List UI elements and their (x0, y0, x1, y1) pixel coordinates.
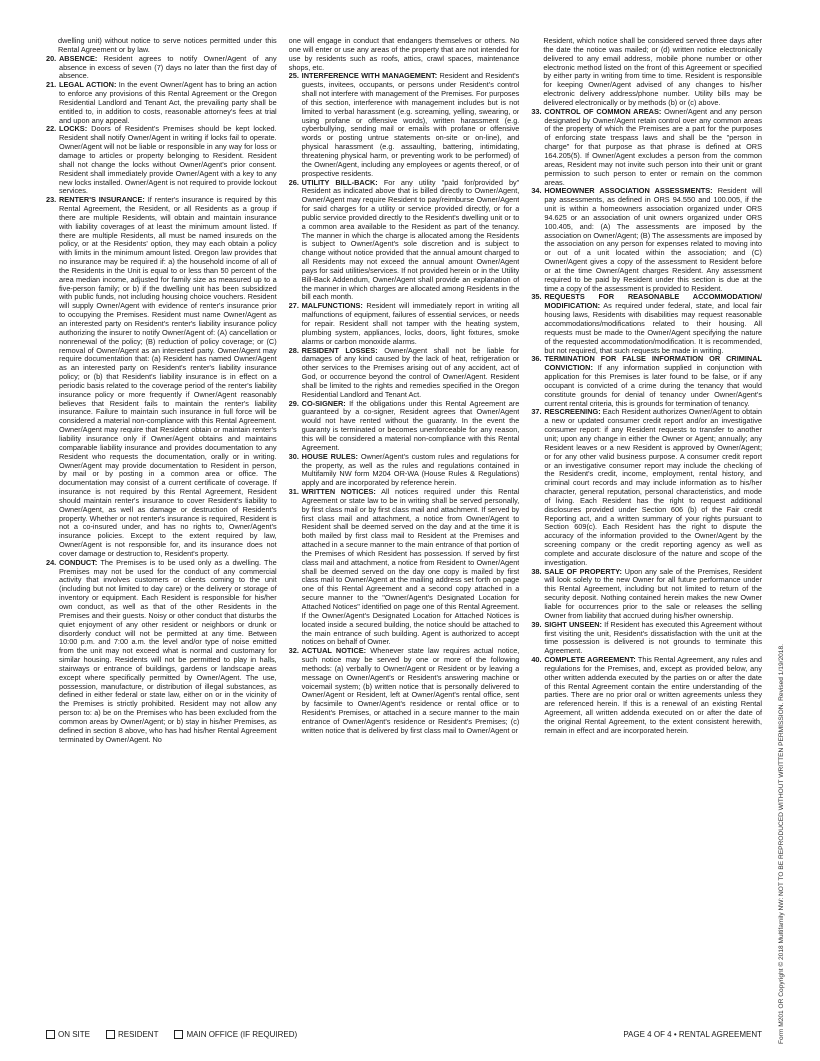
section-heading: CONDUCT: (59, 557, 98, 567)
section-40 (531, 656, 762, 736)
continuation-text: Resident, which notice shall be considered served three days after the date the notice was mailed; or (d) written notice electronically delivered to any email address, mobile phone number or other electronic method listed on the front of this Agreement or specified by either party in writing from time to time. Resident is responsible for keeping Owner/Agent advised of any changes to his/her electronic delivery address/phone number. Utility bills may be delivered electronically or by methods (b) or (c) above. (543, 37, 763, 107)
main-office-checkbox[interactable] (174, 1030, 297, 1039)
section-number: 21. (46, 80, 57, 90)
section-number: 38. (531, 566, 542, 576)
continuation-text: dwelling unit) without notice to serve notices permitted under this Rental Agreement or by law. (58, 37, 277, 54)
section-body: Doors of Resident's Premises should be kept locked. Resident shall notify Owner/Agent in writing if locks fail to operate. Owner/Agent will not be liable or responsible in any way for loss or damage to articles or property belonging to Resident. Resident shall not change the locks without Owner/Agent's prior consent. Resident shall immediately provide Owner/Agent with a key to any new locks installed. Owner/Agent is not required to provide lockout services. (59, 124, 277, 196)
section-body: All notices required under this Rental Agreement or state law to be in writing shall be served personally, by first class mail or by first class mail and attachment. If served by first class mail and attachment, a notice from Owner/Agent to Resident shall be deemed served on the day and at the time it is both mailed by first class mail to Resident at the Premises and attached in a secure manner to the main entrance of that portion of the Premises of which Resident has possession. If served by first class mail and attachment, a notice from Resident to Owner/Agent shall be deemed served on the day one copy is mailed by first class mail to Owner/Agent at the mailing address set forth on page one of this Rental Agreement and a second copy attached in a secure manner to the "Owner/Agent's Designated Location for Attached Notices" identified on page one of this Rental Agreement. If the Owner/Agent's Designated Location for Attached Notices is located inside a secured building, the notice should be attached to the main entrance of such building. Agent is authorized to accept notices on behalf of Owner. (301, 487, 520, 647)
section-38 (531, 568, 762, 621)
section-list (531, 108, 762, 736)
section-body: Owner/Agent's custom rules and regulations for the property, as well as the rules and regulations contained in Multifamily NW form M204 OR-WA (House Rules & Regulations) apply and are incorporated by reference herein. (301, 451, 520, 488)
section-body: Resident and Resident's guests, invitees, occupants, or persons under Resident's control shall not interfere with management of the Premises. For purposes of this section, interference with management includes but is not limited to verbal harassment (e.g. screaming, yelling, swearing, or using profane or offensive words), written harassment (e.g. cyberbullying, sending mail or emails with profane or offensive words or posting untrue statements on-site or on-line), and physical harassment (e.g. assaulting, battering, intimidating, threatening physical harm, or preventing work to be performed) of the Owner/Agent, including any employees or agents thereof, or of prospective residents. (301, 71, 520, 178)
section-body: Upon any sale of the Premises, Resident will look solely to the new Owner for all future performance under this Rental Agreement, including but not limited to return of the security deposit. Nothing contained herein makes the new Owner liable for occurrences prior to the sale or releases the selling Owner from liability that accrued during his/her ownership. (544, 566, 763, 620)
section-30 (289, 453, 520, 488)
section-heading: LEGAL ACTION: (59, 80, 117, 90)
resident-checkbox[interactable] (106, 1030, 158, 1039)
section-number: 25. (288, 71, 299, 81)
page-footer (46, 1027, 762, 1041)
section-27 (289, 302, 520, 346)
page-number: PAGE 4 OF 4 • RENTAL AGREEMENT (623, 1029, 762, 1039)
section-heading: MALFUNCTIONS: (301, 301, 363, 311)
section-body: As required under federal, state, and local fair housing laws, Residents with disabilities may request reasonable accommodations/modifications related to their housing. All requests must be made to the Owner/Agent specifying the nature of the requested accommodation/modification. It is recommended, but not required, that such requests be made in writing. (544, 301, 763, 355)
section-heading: WRITTEN NOTICES: (301, 487, 376, 497)
section-body: Owner/Agent shall not be liable for damages of any kind caused by the lack of heat, refrigeration or other services to the Premises arising out of any accident, act of God, or occurrence beyond the control of Owner/Agent. Resident shall be limited to the rights and remedies specified in the Oregon Residential Landlord and Tenant Act. (301, 345, 520, 399)
section-body: For any utility "paid for/provided by" Resident as indicated above that is billed directly to Owner/Agent, Owner/Agent may require Resident to pay/reimburse Owner/Agent for said charges for a utility or service provided directly, or for a public service provided directly to the Resident's dwelling unit or to a common area available to the Resident as part of the tenancy. The manner in which the charge is allocated among the Residents is subject to Owner/Agent's sole discretion and is subject to change without notice provided that the annual amount charged to all Residents may not exceed the annual amount Owner/Agent pays for said utilities/services. If not provided herein or in the Utility Bill-Back Addendum, Owner/Agent shall provide an explanation of the manner in which charges are allocated among Residents in the bill each month. (301, 177, 520, 302)
section-number: 30. (288, 451, 299, 461)
section-heading: RENTER'S INSURANCE: (59, 195, 145, 205)
section-35 (531, 293, 762, 355)
section-number: 34. (531, 186, 542, 196)
section-number: 37. (531, 407, 542, 417)
section-body: The Premises is to be used only as a dwelling. The Premises may not be used for the conduct of any commercial activity that involves customers or clients coming to the unit (including but not limited to day care) or the delivery or storage of inventory or equipment. Each Resident is responsible for his/her own conduct, as well as that of the other Residents in the Premises and their guests. Noisy or other conduct that disturbs the quiet enjoyment of any other resident or neighbors or drunk or disorderly conduct will not be permitted at any time. Between 10:00 p.m. and 7:00 a.m. the level and/or type of noise emitted from the unit may not exceed what is normal and customary for similar housing. Residents will not be permitted to play in halls, stairways or entrance of buildings, gardens or landscape areas except where specifically permitted by Owner/Agent. The use, possession, manufacture, or distribution of illegal substances, as defined in either federal or state law, either on or in the vicinity of the Premises is strictly prohibited. Resident may not allow any person to: a) be on the Premises who has been excluded from the common areas by Owner/Agent; or b) stay in his/her Premises, as defined in section 8 above, who has had his/her Rental Agreement terminated by Owner/Agent. No (59, 557, 277, 744)
section-heading: UTILITY BILL-BACK: (301, 177, 378, 187)
section-number: 28. (288, 345, 299, 355)
checkbox-icon (46, 1030, 55, 1039)
section-number: 20. (46, 53, 57, 63)
section-31 (289, 488, 520, 647)
section-21 (46, 81, 277, 125)
section-body: Each Resident authorizes Owner/Agent to obtain a new or updated consumer credit report and/or an investigative consumer report: if any Resident requests to transfer to another unit; upon any change in either the Owner or Agent; annually; any Resident leaves or a new Resident is approved by Owner/Agent; or for any other valid business purpose. A consumer credit report or an investigative consumer report may include the checking of the Resident's credit, income, employment, rental history, and criminal court records and may include information as to his/her character, general reputation, personal characteristics, and mode of living. Each Resident has the right to request additional disclosures provided under Section 606 (b) of the Fair credit Reporting act, and a written summary of your rights pursuant to Section 609(c). Each Resident has the right to dispute the accuracy of the information provided to the Owner/Agent by the screening company or the credit reporting agency as well as complete and accurate disclosure of the nature and scope of the investigation. (544, 407, 763, 567)
section-39 (531, 621, 762, 656)
section-body: If any information supplied in conjunction with application for this Premises is later found to be false, or if any occupant is convicted of a crime during the tenancy that would constitute grounds for denial of tenancy under Owner/Agent's current rental criteria, this is grounds for termination of tenancy. (544, 363, 763, 408)
section-heading: HOMEOWNER ASSOCIATION ASSESSMENTS: (544, 186, 713, 196)
section-number: 33. (531, 106, 542, 116)
section-34 (531, 187, 762, 293)
section-number: 32. (288, 646, 299, 656)
section-body: Resident agrees to notify Owner/Agent of any absence in excess of seven (7) days no later than the first day of absence. (59, 53, 277, 81)
section-number: 35. (531, 292, 542, 302)
section-22 (46, 125, 277, 196)
section-body: Resident will immediately report in writing all malfunctions of equipment, failures of essential services, or needs for repair. Resident shall not tamper with the heating system, plumbing system, appliances, locks, doors, light fixtures, smoke alarms or carbon monoxide alarms. (301, 301, 520, 346)
form-copyright-sidebar (778, 244, 796, 1044)
checkbox-icon (106, 1030, 115, 1039)
section-body: Whenever state law requires actual notice, such notice may be served by one or more of the following methods: (a) verbally to Owner/Agent or Resident or by leaving a message on Owner/Agent's or Resident's answering machine or voicemail system; (b) written notice that is personally delivered to Owner/Agent or Resident, left at Owner/Agent's rental office, sent by facsimile to Owner/Agent's residence or rental office or to Resident's Premises, or attached in a secure manner to the main entrance of Owner/Agent's residence or Resident's Premises; (c) written notice that is delivered by first class mail to Owner/Agent or (301, 646, 520, 735)
section-number: 36. (531, 354, 542, 364)
checkbox-icon (174, 1030, 183, 1039)
section-heading: RESCREENING: (544, 407, 601, 417)
document-body (46, 37, 762, 1017)
section-29 (289, 400, 520, 453)
section-number: 39. (531, 619, 542, 629)
section-heading: HOUSE RULES: (301, 451, 358, 461)
section-number: 26. (288, 177, 299, 187)
section-heading: COMPLETE AGREEMENT: (544, 655, 636, 665)
checkbox-label: MAIN OFFICE (IF REQUIRED) (186, 1029, 298, 1039)
section-body: If the obligations under this Rental Agreement are guaranteed by a co-signer, Resident agrees that Owner/Agent would not have rented without the guaranty. In the event the guaranty is terminated or becomes unenforceable for any reason, this will be considered a material non-compliance with this Rental Agreement. (301, 398, 520, 452)
section-36 (531, 355, 762, 408)
checkbox-label: ON SITE (58, 1029, 91, 1039)
section-heading: LOCKS: (59, 124, 88, 134)
checkbox-label: RESIDENT (118, 1029, 159, 1039)
section-heading: SALE OF PROPERTY: (544, 566, 622, 576)
section-list (46, 55, 277, 745)
section-number: 29. (288, 398, 299, 408)
section-heading: RESIDENT LOSSES: (301, 345, 378, 355)
section-heading: ABSENCE: (59, 53, 98, 63)
continuation-text: one will engage in conduct that endangers themselves or others. No one will enter or use any areas of the property that are not intended for use by residents such as roofs, attics, crawl spaces, maintenance shops, etc. (288, 37, 520, 72)
section-body: This Rental Agreement, any rules and regulations for the Premises, and, except as provided below, any other written addenda executed by the parties on or after the date of this Rental Agreement contain the entire understanding of the parties. There are no prior oral or written agreements unless they are referenced herein. If this is a renewal of an existing Rental Agreement, all written addenda executed on or after the date of the original Rental Agreement, to the extent consistent herewith, remain in effect and are incorporated herein. (544, 655, 763, 735)
section-32 (289, 647, 520, 735)
section-23 (46, 196, 277, 559)
section-heading: REQUESTS FOR REASONABLE ACCOMMODATION/ MODIFICATION: (544, 292, 763, 311)
section-body: If Resident has executed this Agreement without first visiting the unit, Resident's dissatisfaction with the unit at the time possession is delivered is not grounds to terminate this Agreement. (544, 619, 763, 656)
section-list (289, 72, 520, 735)
section-37 (531, 408, 762, 567)
section-24 (46, 559, 277, 745)
section-heading: CONTROL OF COMMON AREAS: (544, 106, 662, 116)
section-body: Resident will pay assessments, as defined in ORS 94.550 and 100.005, if the unit is within a homeowners association organized under ORS 94.625 or an association of unit owners organized under ORS 100.405, and: (A) The assessments are imposed by the association on Owner/Agent; (B) The assessments are imposed by the association on any person for expenses related to moving into or out of a unit located within the association; and (C) Owner/Agent gives a copy of the assessment to Resident before or at the time Owner/Agent charges Resident. Any assessment required to be paid by Resident under this section is due at the time a copy of the assessment is provided to Resident. (544, 186, 763, 293)
section-33 (531, 108, 762, 188)
section-heading: ACTUAL NOTICE: (301, 646, 367, 656)
copyright-text: Form M201 OR Copyright © 2018 Multifamily NW: NOT TO BE REPRODUCED WITHOUT WRITTEN PERMISSION. Revised 1/19/2018. (778, 644, 785, 1044)
column-1 (46, 37, 277, 1017)
section-number: 27. (288, 301, 299, 311)
section-20 (46, 55, 277, 82)
section-number: 24. (46, 557, 57, 567)
section-heading: CO-SIGNER: (301, 398, 346, 408)
section-28 (289, 347, 520, 400)
section-number: 31. (288, 487, 299, 497)
section-body: If renter's insurance is required by this Rental Agreement, the Resident, or all Residents as a group if there are multiple Residents, will obtain and maintain insurance with liability coverages of at least the minimum amount listed. If there are multiple Residents, all must be named insureds on the policy, or at the Residents' option, they may each obtain a policy with limits in the minimum amount listed. Oregon law provides that no insurance may be required if: a) the household income of all of the Residents in the Unit is equal to or less than 50 percent of the area median income, adjusted for family size as measured up to a five-person family; or b) if the dwelling unit has been subsidized with public funds, not including housing choice vouchers. Resident will supply Owner/Agent with evidence of renter's insurance prior to occupying the Premises. Resident must name Owner/Agent as an interested party on Resident's renter's liability insurance policy authorizing the insurer to notify Owner/Agent of: (A) cancellation or nonrenewal of the policy; (B) reduction of policy coverage; or (C) removal of Owner/Agent as an interested party. Owner/Agent may require documentation that: (a) Resident has named Owner/Agent as an interested party on Resident's renter's liability insurance policy; or (b) that Resident's liability insurance is in effect on a periodic basis related to the coverage period of the renter's liability insurance policy or more frequently if Owner/Agent reasonably believes that Resident fails to maintain the renter's liability insurance. Failure to maintain such insurance in full force will be considered a material non-compliance with this Rental Agreement. Owner/Agent may require that Resident obtain or maintain renter's liability insurance only if Owner/Agent obtains and maintains comparable liability insurance and provides documentation to any Resident who requests the documentation, orally or in writing. Owner/Agent may provide documentation to Resident in person, by mail or by posting in a common area or office. The documentation may consist of a current certificate of coverage. If insurance is not required by this Rental Agreement, Resident should maintain renter's insurance to cover Resident's liability to Owner/Agent, as well as damage or destruction of Resident's property. Whether or not renter's insurance is required, Resident is not a co-insured under, and has no rights to, Owner/Agent's insurance policies. Except to the extent required by law, Owner/Agent is not responsible for, and its insurance does not cover damage or destruction to, Resident's property. (59, 195, 277, 558)
section-number: 40. (531, 655, 542, 665)
section-body: Owner/Agent and any person designated by Owner/Agent retain control over any common areas of the property of which the Premises are a part for the purposes of enforcing state trespass laws and shall be the "person in charge" for that purpose as that phrase is defined at ORS 164.205(5). If Owner/Agent excludes a person from the common areas, Resident may not invite such person into their unit or grant permission to such person to enter or remain on the common areas. (544, 106, 763, 187)
on-site-checkbox[interactable] (46, 1030, 90, 1039)
section-heading: SIGHT UNSEEN: (544, 619, 602, 629)
section-number: 22. (46, 124, 57, 134)
section-body: In the event Owner/Agent has to bring an action to enforce any provisions of this Rental Agreement or the Oregon Residential Landlord and Tenant Act, the prevailing party shall be entitled to, in addition to costs, reasonable attorney's fees at trial and upon any appeal. (59, 80, 277, 125)
column-2 (289, 37, 520, 1017)
section-heading: INTERFERENCE WITH MANAGEMENT: (301, 71, 438, 81)
section-25 (289, 72, 520, 178)
section-number: 23. (46, 195, 57, 205)
section-heading: TERMINATION FOR FALSE INFORMATION OR CRIMINAL CONVICTION: (544, 354, 763, 373)
column-3 (531, 37, 762, 1017)
section-26 (289, 179, 520, 303)
